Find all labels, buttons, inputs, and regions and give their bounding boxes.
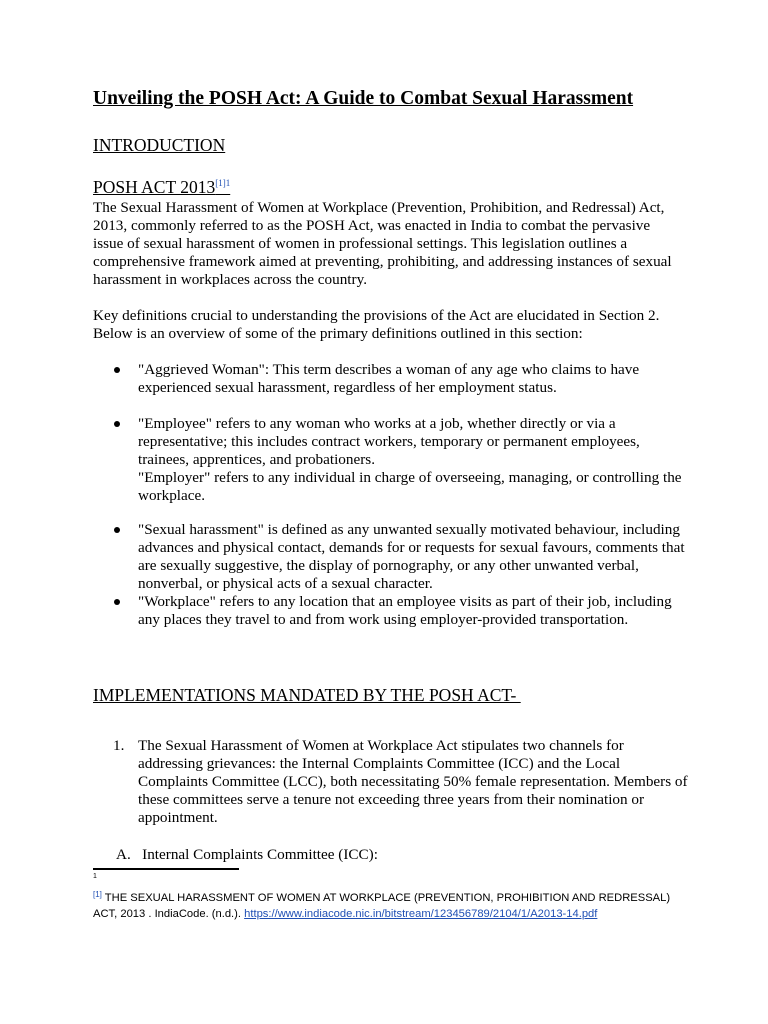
numbered-item-grievance-channels: The Sexual Harassment of Women at Workplace Act stipulates two channels for addressing grievances: the Internal Complaints Committee (ICC) and the Local Complaints Committee (LCC), both necessitating 50% female representation. Members of these committees serve a tenure not exceeding three years from their nomination or appointment. <box>138 737 688 826</box>
icc-subheading-marker: A. <box>116 846 131 863</box>
posh-act-heading <box>93 177 230 198</box>
definitions-intro-paragraph: Key definitions crucial to understanding the provisions of the Act are elucidated in Section 2. Below is an overview of some of the primary definitions outlined in this section: <box>93 307 660 342</box>
bullet-icon <box>114 599 120 605</box>
footnote <box>93 887 683 922</box>
posh-act-heading-text: POSH ACT 2013 <box>93 177 216 197</box>
footnote-link[interactable]: https://www.indiacode.nic.in/bitstream/123456789/2104/1/A2013-14.pdf <box>244 908 598 920</box>
numbered-item-marker: 1. <box>113 737 125 754</box>
footnote-reference[interactable]: [1]1 <box>215 178 231 188</box>
footnote-ref[interactable]: [1] <box>93 890 102 899</box>
introduction-heading: INTRODUCTION <box>93 135 226 155</box>
footnote-separator <box>93 868 239 870</box>
intro-paragraph: The Sexual Harassment of Women at Workplace (Prevention, Prohibition, and Redressal) Act, 2013, commonly referred to as the POSH Act, was enacted in India to combat the pervasive issue of sexual harassment of women in professional settings. This legislation outlines a comprehensive framework aimed at preventing, prohibiting, and addressing instances of sexual harassment in workplaces across the country. <box>93 199 672 288</box>
definition-sexual-harassment: "Sexual harassment" is defined as any unwanted sexually motivated behaviour, including advances and physical contact, demands for or requests for sexual favours, comments that are sexually suggestive, the display of pornography, or any other unwanted verbal, nonverbal, or physical acts of a sexual character. <box>138 521 685 592</box>
definition-aggrieved-woman: "Aggrieved Woman": This term describes a woman of any age who claims to have experienced sexual harassment, regardless of her employment status. <box>138 361 640 396</box>
definition-employee: "Employee" refers to any woman who works at a job, whether directly or via a representative; this includes contract workers, temporary or permanent employees, trainees, apprentices, and probationers. <box>138 415 640 468</box>
implementations-heading: IMPLEMENTATIONS MANDATED BY THE POSH ACT- <box>93 685 521 705</box>
icc-subheading-text: Internal Complaints Committee (ICC): <box>142 846 378 863</box>
document-title: Unveiling the POSH Act: A Guide to Combat Sexual Harassment <box>93 88 634 109</box>
footnote-marker: 1 <box>93 873 97 880</box>
bullet-icon <box>114 421 120 427</box>
definition-employer: "Employer" refers to any individual in charge of overseeing, managing, or controlling the workplace. <box>138 469 682 504</box>
footnote-text: THE SEXUAL HARASSMENT OF WOMEN AT WORKPLACE (PREVENTION, PROHIBITION AND REDRESSAL) ACT, 2013 . IndiaCode. (n.d.). <box>93 892 671 920</box>
bullet-icon <box>114 367 120 373</box>
icc-subheading <box>116 846 378 864</box>
definition-workplace: "Workplace" refers to any location that an employee visits as part of their job, including any places they travel to and from work using employer-provided transportation. <box>138 593 672 628</box>
bullet-icon <box>114 527 120 533</box>
